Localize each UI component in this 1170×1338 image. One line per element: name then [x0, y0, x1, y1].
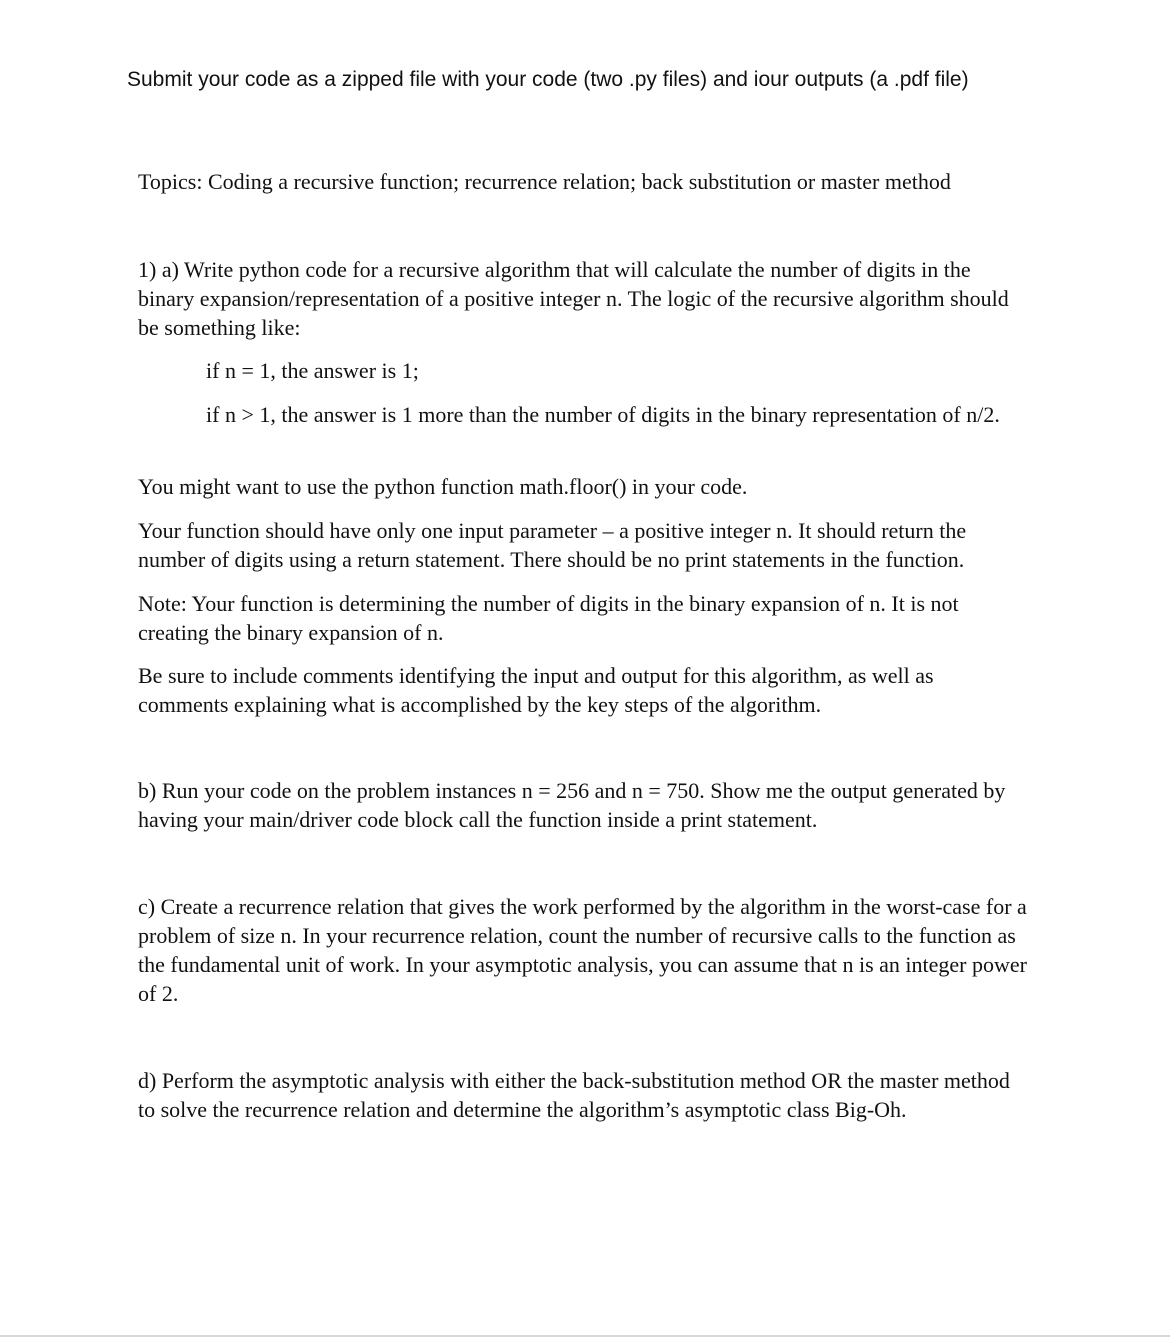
part-a-requirements: Your function should have only one input parameter – a positive integer n. It should return the number of digits using a return statement. There should be no print statements in the function. — [138, 518, 967, 572]
part-a-hint: You might want to use the python function math.floor() in your code. — [138, 474, 748, 499]
part-a-intro: 1) a) Write python code for a recursive algorithm that will calculate the number of digits in the binary expansion/representation of a positive integer n. The logic of the recursive algorithm should be something like: — [138, 257, 1009, 340]
part-c: c) Create a recurrence relation that gives the work performed by the algorithm in the worst-case for a problem of size n. In your recurrence relation, count the number of recursive calls to the function as the fundamental unit of work. In your asymptotic analysis, you can assume that n is an integer power of 2. — [138, 894, 1027, 1006]
topics-line: Topics: Coding a recursive function; recurrence relation; back substitution or master method — [138, 169, 951, 194]
part-a-case-2: if n > 1, the answer is 1 more than the number of digits in the binary representation of n/2. — [206, 402, 1000, 427]
part-a-comments: Be sure to include comments identifying the input and output for this algorithm, as well as comments explaining what is accomplished by the key steps of the algorithm. — [138, 663, 934, 717]
bottom-divider — [0, 1335, 1170, 1337]
part-b: b) Run your code on the problem instances n = 256 and n = 750. Show me the output generated by having your main/driver code block call the function inside a print statement. — [138, 778, 1006, 832]
part-d: d) Perform the asymptotic analysis with either the back-substitution method OR the master method to solve the recurrence relation and determine the algorithm’s asymptotic class Big-Oh. — [138, 1068, 1010, 1122]
part-a-note: Note: Your function is determining the number of digits in the binary expansion of n. It is not creating the binary expansion of n. — [138, 591, 959, 645]
part-a-case-1: if n = 1, the answer is 1; — [206, 358, 419, 383]
submission-instruction: Submit your code as a zipped file with your code (two .py files) and iour outputs (a .pdf file) — [127, 68, 969, 91]
